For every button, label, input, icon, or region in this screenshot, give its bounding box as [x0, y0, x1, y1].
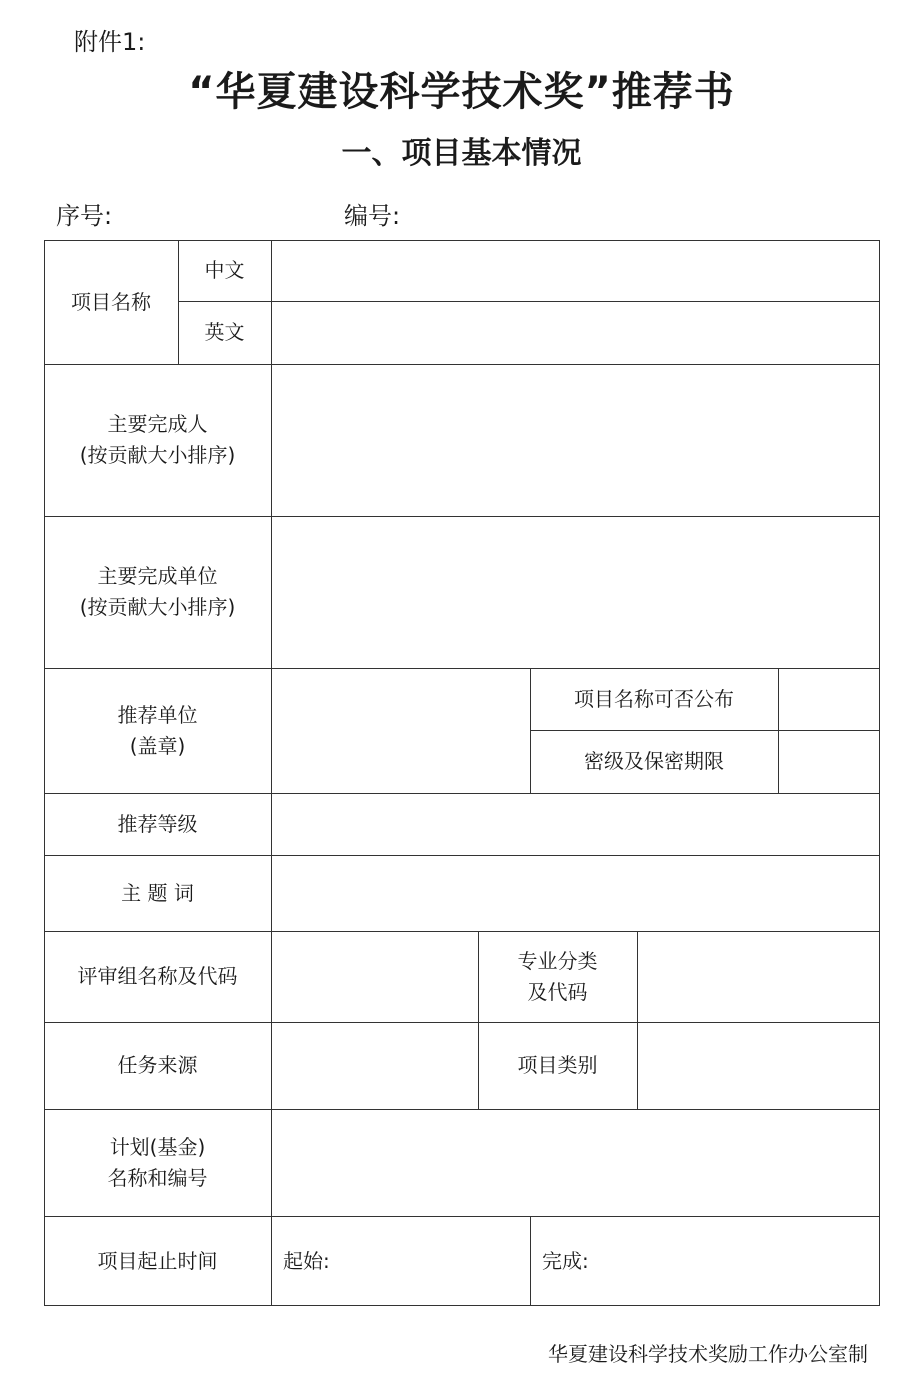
main-persons-label	[44, 364, 271, 516]
main-persons-note: (按贡献大小排序)	[79, 443, 236, 467]
project-info-table	[44, 240, 880, 1306]
plan-label	[44, 1109, 271, 1216]
finish-field[interactable]	[530, 1216, 880, 1306]
grade-label	[44, 793, 271, 855]
recommender-label	[44, 668, 271, 793]
issuer-footer: 华夏建设科学技术奖励工作办公室制	[548, 1342, 868, 1366]
serial-number-label: 序号:	[56, 202, 113, 230]
document-title: “华夏建设科学技术奖”推荐书	[188, 69, 735, 115]
start-text: 起始:	[283, 1248, 330, 1273]
chinese-text: 中文	[204, 258, 245, 282]
start-field[interactable]	[271, 1216, 530, 1306]
code-number-label: 编号:	[344, 202, 401, 230]
panel-text: 评审组名称及代码	[77, 964, 238, 988]
main-units-text: 主要完成单位	[97, 564, 218, 588]
main-units-label	[44, 516, 271, 668]
recommender-note: (盖章)	[129, 733, 186, 758]
column-divider	[637, 931, 638, 1109]
column-divider	[778, 668, 779, 793]
secrecy-text: 密级及保密期限	[584, 749, 724, 773]
publishable-text: 项目名称可否公布	[574, 686, 734, 711]
plan-note: 名称和编号	[107, 1165, 208, 1190]
task-source-label	[44, 1022, 271, 1109]
task-source-text: 任务来源	[117, 1053, 198, 1077]
main-units-note: (按贡献大小排序)	[79, 595, 236, 619]
panel-label	[44, 931, 271, 1022]
category-label	[478, 1022, 637, 1109]
project-name-text: 项目名称	[71, 289, 151, 314]
recommender-text: 推荐单位	[117, 702, 198, 727]
category-text: 项目类别	[517, 1053, 598, 1077]
secrecy-label	[530, 730, 778, 793]
period-label	[44, 1216, 271, 1306]
keywords-label	[44, 855, 271, 931]
attachment-label: 附件1:	[74, 28, 146, 56]
discipline-text: 专业分类	[517, 948, 598, 973]
discipline-label	[478, 931, 637, 1022]
grade-text: 推荐等级	[117, 811, 198, 836]
section-title: 一、项目基本情况	[341, 136, 582, 171]
row-divider	[178, 301, 880, 302]
column-divider	[271, 240, 272, 1306]
period-text: 项目起止时间	[97, 1248, 218, 1273]
main-persons-text: 主要完成人	[107, 412, 208, 436]
discipline-note: 及代码	[527, 979, 588, 1004]
chinese-label	[178, 240, 271, 301]
english-label	[178, 301, 271, 364]
project-name-label	[44, 240, 178, 364]
english-text: 英文	[204, 320, 245, 344]
finish-text: 完成:	[542, 1248, 589, 1273]
keywords-text: 主 题 词	[121, 880, 194, 905]
publishable-label	[530, 668, 778, 730]
plan-text: 计划(基金)	[109, 1134, 206, 1159]
